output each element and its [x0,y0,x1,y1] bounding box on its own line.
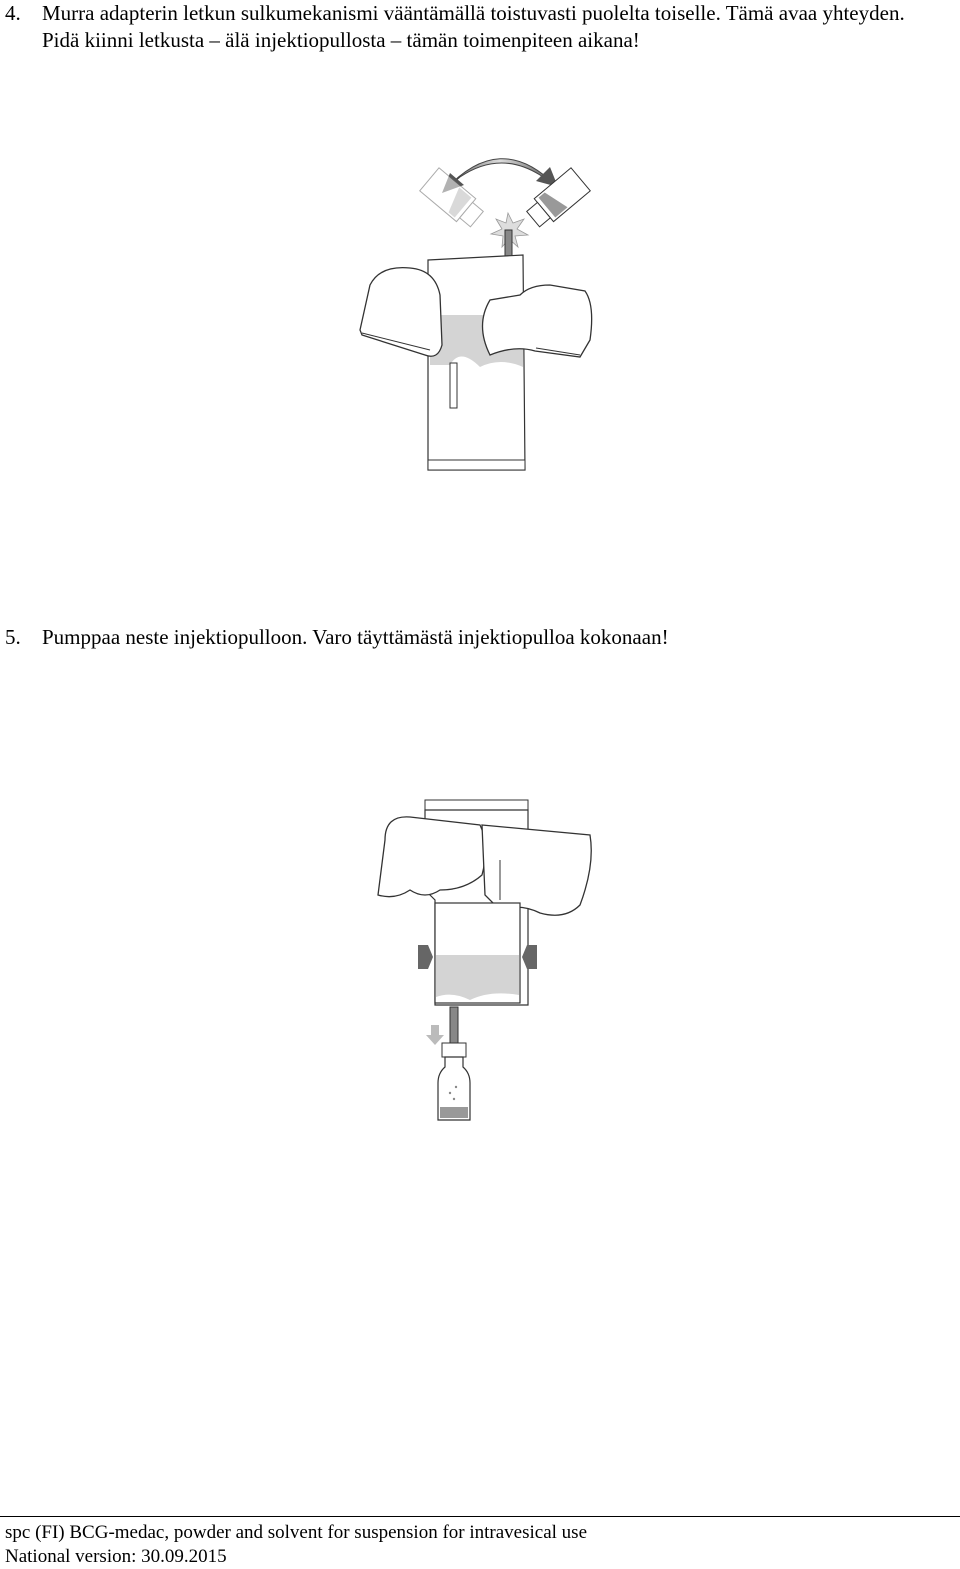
adapter-tube [450,1007,458,1043]
footer-divider [0,1516,960,1517]
right-hand [482,825,591,915]
vial-right-icon [524,168,591,231]
footer-product-line: spc (FI) BCG-medac, powder and solvent for suspension for intravesical use [5,1522,587,1543]
bag-inner-tube [450,363,457,408]
footer-version-line: National version: 30.09.2015 [5,1546,227,1567]
vial-liquid [440,1107,468,1118]
step-4-text: Murra adapterin letkun sulkumekanismi vääntämällä toistuvasti puolelta toiselle. Tämä avaa yhteyden. Pidä kiinni letkusta – älä injektiopullosta – tämän toimenpiteen aikana! [42,1,905,52]
flow-arrow-down-icon [426,1025,444,1045]
step-5 [0,624,960,654]
step-4-number: 4. [5,1,21,25]
step-4 [0,0,960,60]
step-4-illustration [350,135,610,485]
step-5-illustration [370,795,610,1130]
vial-cap [442,1043,466,1057]
bag-liquid [436,955,519,1000]
squeeze-arrow-left-icon [418,945,433,969]
step-5-text: Pumppaa neste injektiopulloon. Varo täyttämästä injektiopulloa kokonaan! [42,625,669,649]
step-5-number: 5. [5,625,21,649]
